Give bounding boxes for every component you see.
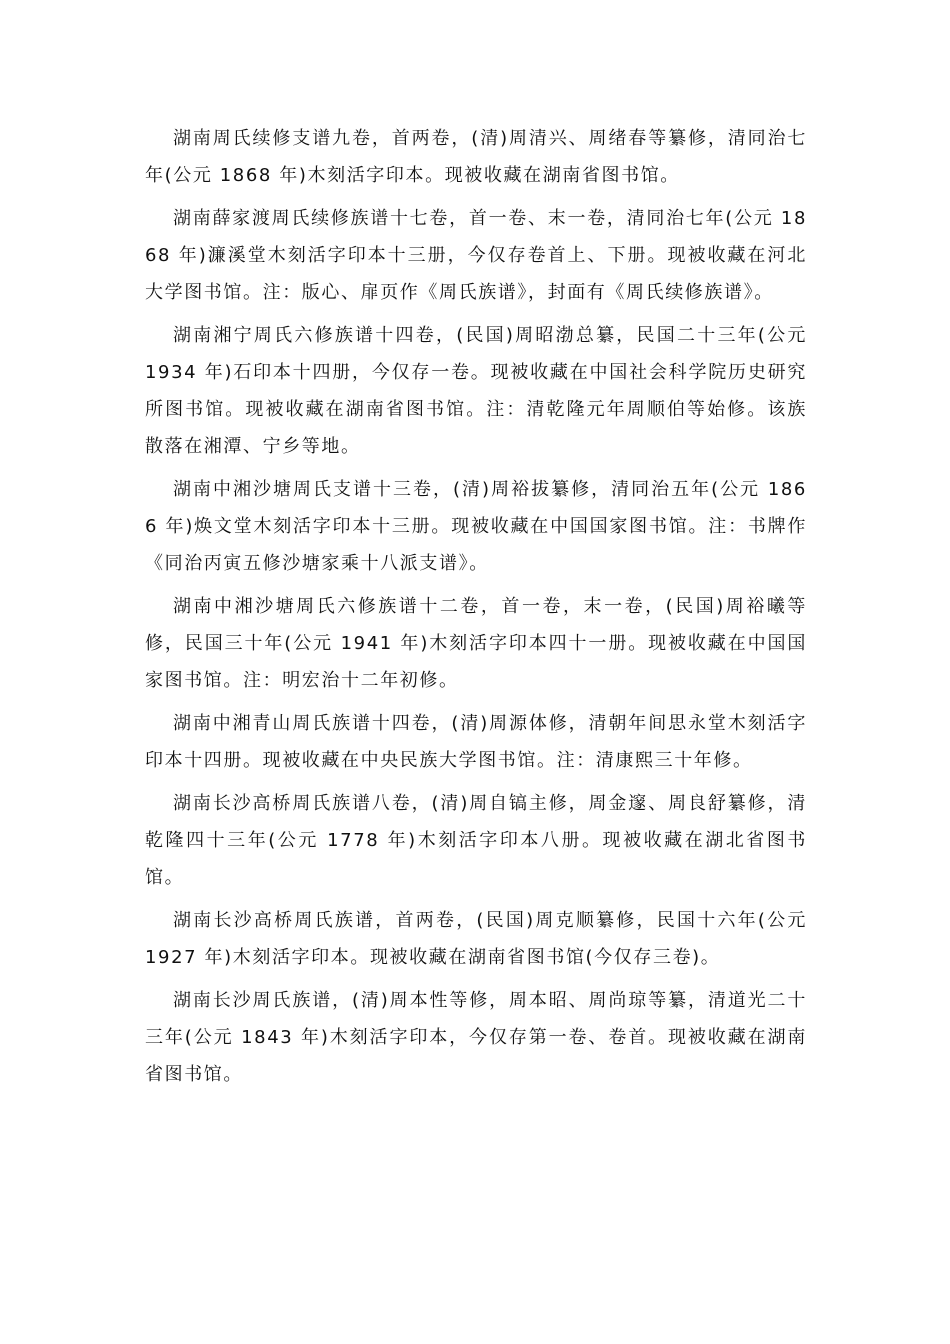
genealogy-entry-7: 湖南长沙高桥周氏族谱八卷，(清)周自镐主修，周金邃、周良舒纂修，清乾隆四十三年(公元 1778 年)木刻活字印本八册。现被收藏在湖北省图书馆。: [145, 793, 807, 888]
genealogy-entry-4: 湖南中湘沙塘周氏支谱十三卷，(清)周裕拔纂修，清同治五年(公元 1866 年)焕文堂木刻活字印本十三册。现被收藏在中国国家图书馆。注：书牌作《同治丙寅五修沙塘家乘十八派支谱》。: [145, 479, 807, 574]
genealogy-entry-6: 湖南中湘青山周氏族谱十四卷，(清)周源体修，清朝年间思永堂木刻活字印本十四册。现被收藏在中央民族大学图书馆。注：清康熙三十年修。: [145, 713, 807, 771]
genealogy-entry-3: 湖南湘宁周氏六修族谱十四卷，(民国)周昭渤总纂，民国二十三年(公元 1934 年)石印本十四册，今仅存一卷。现被收藏在中国社会科学院历史研究所图书馆。现被收藏在湖南省图书馆。注：清乾隆元年周顺伯等始修。该族散落在湘潭、宁乡等地。: [145, 325, 807, 457]
genealogy-entry-9: 湖南长沙周氏族谱，(清)周本性等修，周本昭、周尚琼等纂，清道光二十三年(公元 1843 年)木刻活字印本，今仅存第一卷、卷首。现被收藏在湖南省图书馆。: [145, 990, 807, 1085]
genealogy-entry-1: 湖南周氏续修支谱九卷，首两卷，(清)周清兴、周绪春等纂修，清同治七年(公元 1868 年)木刻活字印本。现被收藏在湖南省图书馆。: [145, 128, 807, 186]
document-page: [145, 120, 807, 1099]
genealogy-entry-8: 湖南长沙高桥周氏族谱，首两卷，(民国)周克顺纂修，民国十六年(公元 1927 年)木刻活字印本。现被收藏在湖南省图书馆(今仅存三卷)。: [145, 910, 807, 968]
genealogy-entry-5: 湖南中湘沙塘周氏六修族谱十二卷，首一卷，末一卷，(民国)周裕曦等修，民国三十年(公元 1941 年)木刻活字印本四十一册。现被收藏在中国国家图书馆。注：明宏治十二年初修。: [145, 596, 807, 691]
genealogy-entry-2: 湖南薛家渡周氏续修族谱十七卷，首一卷、末一卷，清同治七年(公元 1868 年)濂溪堂木刻活字印本十三册，今仅存卷首上、下册。现被收藏在河北大学图书馆。注：版心、扉页作《周氏族谱》，封面有《周氏续修族谱》。: [145, 208, 807, 303]
